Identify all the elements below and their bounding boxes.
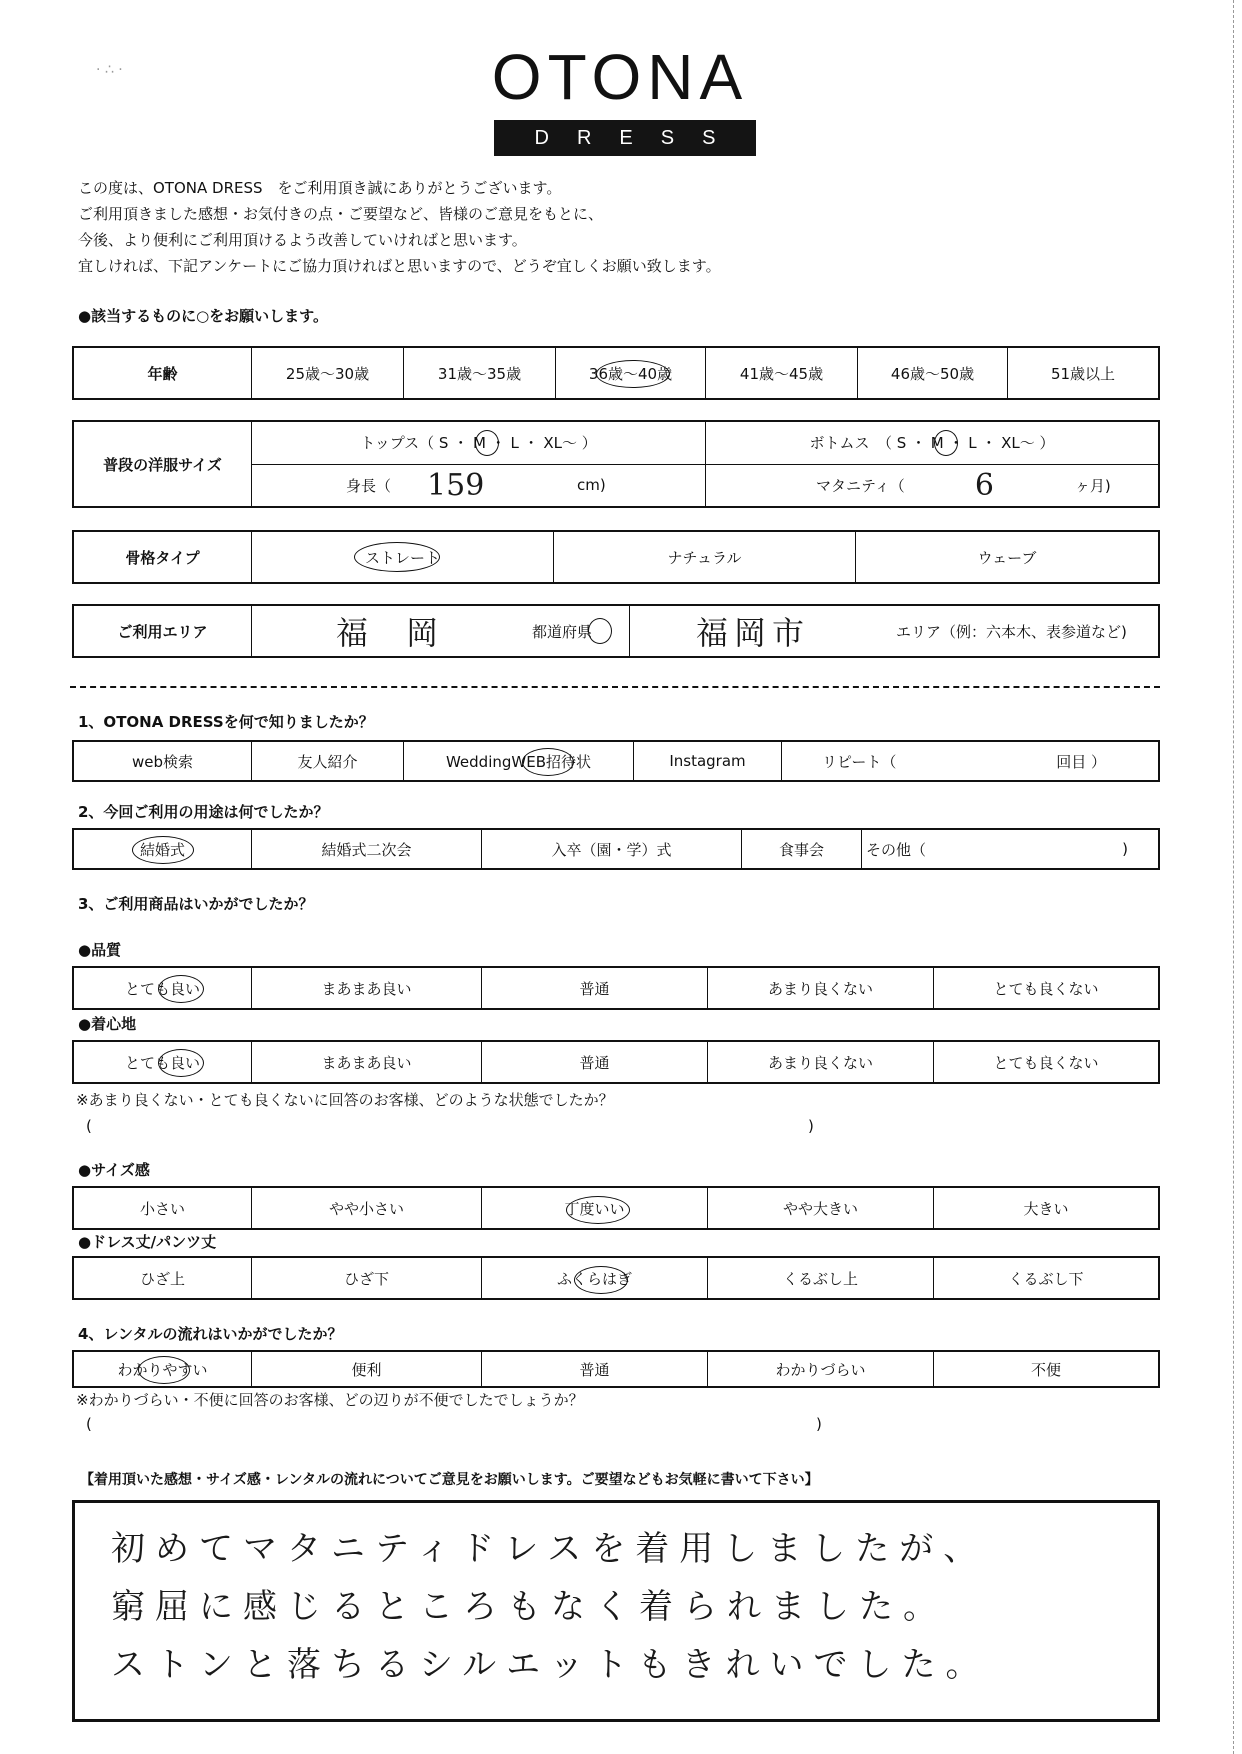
size-right-column [706,422,1158,506]
height-unit: cm) [577,476,606,495]
quality-options [72,966,1160,1010]
intro-line-1: この度は、OTONA DRESS をご利用頂き誠にありがとうございます。 [78,179,562,197]
comment-heading: 【着用頂いた感想・サイズ感・レンタルの流れについてご意見をお願いします。ご要望などもお気軽に書いて下さい】 [80,1472,819,1488]
intro-line-2: ご利用頂きました感想・お気付きの点・ご要望など、皆様のご意見をもとに、 [78,205,604,223]
q2-option[interactable]: 食事会 [742,830,862,868]
quality-option-label: とても良い [124,979,200,998]
fit-option[interactable]: 大きい [1023,1199,1069,1218]
comment-line-3: ストンと落ちるシルエットもきれいでした。 [111,1645,990,1685]
comment-line-1: 初めてマタニティドレスを着用しましたが、 [111,1529,988,1569]
maternity-label: マタニティ（ [816,476,905,495]
q4-option[interactable]: わかりづらい [708,1352,934,1386]
city-value: 福岡市 [696,614,811,652]
intro-line-3: 今後、より便利にご利用頂けるよう改善していければと思います。 [78,231,527,249]
tops-size-text: トップス（ S ・ M ・ L ・ XL～ ） [360,434,597,453]
length-option[interactable]: ひざ上 [74,1258,252,1298]
length-option[interactable]: くるぶし下 [1008,1269,1084,1288]
height-label: 身長（ [346,476,392,495]
q2-other-suffix: ) [1122,840,1128,858]
fit-options [72,1186,1160,1230]
q1-option[interactable]: 友人紹介 [252,742,404,780]
logo-title: OTONA [491,41,749,113]
size-table [72,420,1160,508]
q2-option[interactable]: 入卒（園・学）式 [482,830,742,868]
logo-subtitle: DRESS [494,120,756,156]
q2-other-option[interactable] [862,830,1158,868]
q2-option-label: 結婚式 [139,840,185,859]
maternity-value: 6 [974,467,994,503]
comfort-option[interactable]: あまり良くない [708,1042,934,1082]
size-label: 普段の洋服サイズ [74,422,252,506]
tops-row [252,422,705,464]
quality-option[interactable]: とても良くない [993,979,1099,998]
q1-heading: 1、OTONA DRESSを何で知りましたか？ [78,713,374,731]
height-field[interactable] [252,465,705,507]
age-option-selected[interactable] [556,348,706,398]
height-row [252,464,705,507]
quality-label: ●品質 [78,941,122,959]
q4-option-selected[interactable] [74,1352,252,1386]
size-left-column [252,422,706,506]
q1-repeat-suffix: 回目 ） [1056,752,1106,771]
maternity-unit: ヶ月) [1074,476,1111,495]
fit-label: ●サイズ感 [78,1161,150,1179]
bottoms-size-options[interactable] [706,422,1158,464]
q2-heading: 2、今回ご利用の用途は何でしたか？ [78,803,329,821]
comment-box[interactable] [72,1500,1160,1722]
length-label: ●ドレス丈/パンツ丈 [78,1233,217,1251]
q4-option-label: わかりやすい [117,1360,208,1379]
q2-options [72,828,1160,870]
fit-option[interactable]: やや小さい [252,1188,482,1228]
quality-option[interactable]: 普通 [482,968,708,1008]
q4-note: ※わかりづらい・不便に回答のお客様、どの辺りが不便でしたでしょうか？ [76,1391,584,1409]
length-option[interactable]: くるぶし上 [708,1258,934,1298]
q4-option[interactable]: 不便 [1030,1360,1061,1379]
scan-mark: · ∴ · [96,62,123,78]
comfort-answer-close: ) [808,1117,814,1135]
age-option[interactable]: 31歳～35歳 [404,348,556,398]
age-table [72,346,1160,400]
comfort-option[interactable]: まあまあ良い [252,1042,482,1082]
comfort-note: ※あまり良くない・とても良くないに回答のお客様、どのような状態でしたか？ [76,1091,614,1109]
fit-option[interactable]: 小さい [74,1188,252,1228]
tops-size-options[interactable] [252,422,705,464]
q1-option-label: WeddingWEB招待状 [445,752,592,771]
q2-option-selected[interactable] [74,830,252,868]
area-label: ご利用エリア [74,606,252,656]
prefecture-field[interactable] [252,606,630,656]
height-value: 159 [427,467,485,503]
q4-options [72,1350,1160,1388]
body-type-option[interactable]: ウェーブ [977,548,1037,567]
bottoms-size-text: ボトムス （ S ・ M ・ L ・ XL～ ） [809,434,1055,453]
age-option-label: 36歳～40歳 [588,364,673,383]
comment-line-2: 窮屈に感じるところもなく着られました。 [111,1587,947,1627]
comfort-options [72,1040,1160,1084]
length-option[interactable]: ひざ下 [252,1258,482,1298]
intro-line-4: 宜しければ、下記アンケートにご協力頂ければと思いますので、どうぞ宜しくお願い致します。 [78,257,721,275]
q1-option[interactable]: Instagram [634,742,782,780]
q4-answer-close: ) [816,1415,822,1433]
prefecture-label: 都道府県 [532,622,593,641]
body-type-option[interactable]: ナチュラル [554,532,856,582]
fit-option[interactable]: やや大きい [708,1188,934,1228]
fit-option-label: 丁度いい [564,1199,625,1218]
section-divider [70,686,1160,688]
scan-edge-line [1233,0,1234,1754]
comfort-answer-open: ( [86,1117,92,1135]
age-label: 年齢 [74,348,252,398]
q4-heading: 4、レンタルの流れはいかがでしたか？ [78,1325,343,1343]
q1-options [72,740,1160,782]
q1-repeat-label: リピート（ [822,752,897,771]
q2-option[interactable]: 結婚式二次会 [252,830,482,868]
body-type-table [72,530,1160,584]
body-type-option-label: ストレート [364,548,440,567]
city-field[interactable] [630,606,1158,656]
q1-repeat-option[interactable] [782,742,1158,780]
q4-answer-open: ( [86,1415,92,1433]
q4-option[interactable]: 便利 [252,1352,482,1386]
area-hint: エリア（例：六本木、表参道など) [896,622,1127,641]
age-option[interactable]: 41歳～45歳 [706,348,858,398]
comfort-option-selected[interactable] [74,1042,252,1082]
bottoms-row [706,422,1158,464]
age-option[interactable]: 25歳～30歳 [252,348,404,398]
area-table [72,604,1160,658]
comfort-option[interactable]: とても良くない [993,1053,1099,1072]
q2-other-label: その他（ [866,840,927,859]
profile-heading: ●該当するものに○をお願いします。 [78,307,328,325]
q1-option[interactable]: web検索 [74,742,252,780]
length-option-selected[interactable] [482,1258,708,1298]
prefecture-value: 福 岡 [336,614,453,652]
length-options [72,1256,1160,1300]
length-option-label: ふくらはぎ [556,1269,632,1288]
age-option[interactable]: 46歳～50歳 [858,348,1008,398]
age-option[interactable]: 51歳以上 [1050,364,1116,383]
comfort-label: ●着心地 [78,1015,137,1033]
body-type-label: 骨格タイプ [74,532,252,582]
quality-option[interactable]: まあまあ良い [252,968,482,1008]
fit-option-selected[interactable] [482,1188,708,1228]
quality-option-selected[interactable] [74,968,252,1008]
q3-heading: 3、ご利用商品はいかがでしたか？ [78,895,314,913]
maternity-field[interactable] [706,465,1158,507]
maternity-row [706,464,1158,507]
q4-option[interactable]: 普通 [482,1352,708,1386]
quality-option[interactable]: あまり良くない [708,968,934,1008]
body-type-option-selected[interactable] [252,532,554,582]
q1-option-selected[interactable] [404,742,634,780]
comfort-option[interactable]: 普通 [482,1042,708,1082]
comfort-option-label: とても良い [124,1053,200,1072]
